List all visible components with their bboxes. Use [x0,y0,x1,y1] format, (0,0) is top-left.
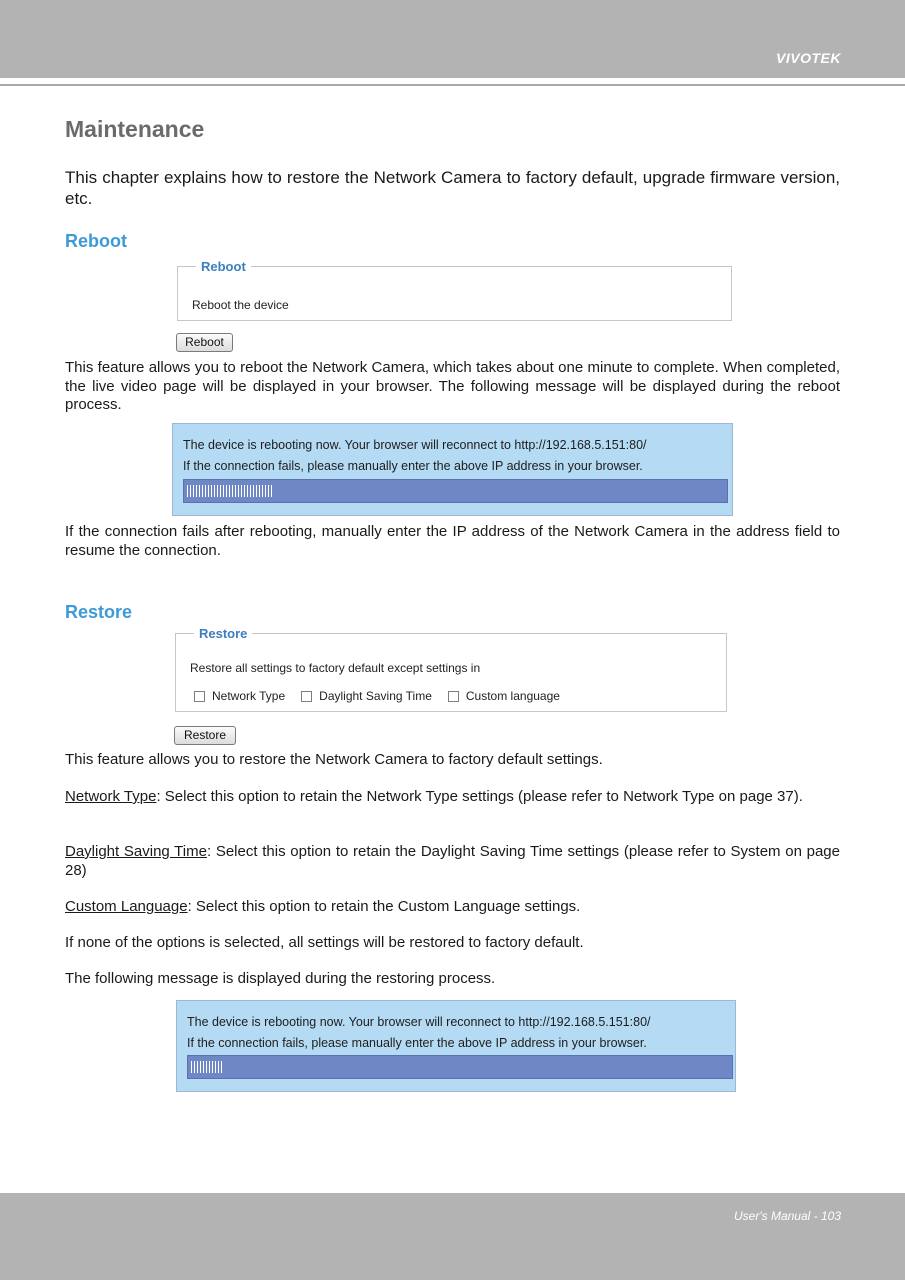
dst-paragraph [65,843,840,880]
network-type-text: : Select this option to retain the Network Type settings (please refer to Network Type on page 37). [156,788,803,805]
restore-panel-text: Restore all settings to factory default except settings in [190,661,481,675]
reboot-panel-text: Reboot the device [192,298,289,312]
network-type-term: Network Type [65,788,157,805]
following-paragraph: The following message is displayed during the restoring process. [65,970,496,987]
option-network-type[interactable] [194,689,285,703]
reboot-message-line2: If the connection fails, please manually enter the above IP address in your browser. [183,459,643,473]
reboot-heading: Reboot [65,231,127,251]
custom-language-text: : Select this option to retain the Custom Language settings. [187,898,581,915]
custom-language-checkbox[interactable] [448,691,459,702]
network-type-label: Network Type [212,689,286,703]
intro-paragraph: This chapter explains how to restore the Network Camera to factory default, upgrade firmware version, etc. [65,168,840,208]
restore-description: This feature allows you to restore the Network Camera to factory default settings. [65,751,603,768]
reboot-message-line1: The device is rebooting now. Your browser will reconnect to http://192.168.5.151:80/ [183,438,647,452]
daylight-saving-time-label: Daylight Saving Time [319,689,432,703]
reboot-panel-legend: Reboot [201,259,246,274]
reboot-description: This feature allows you to reboot the Network Camera, which takes about one minute to complete. When completed, the live video page will be displayed in your browser. The following message will be displayed during the reboot process. [65,359,840,413]
restore-progress-bar [187,1055,733,1079]
brand-logo-text: VIVOTEK [776,50,841,66]
option-custom-language[interactable] [448,689,560,703]
restore-message-line2: If the connection fails, please manually enter the above IP address in your browser. [187,1036,647,1050]
reboot-progress-fill [187,485,273,497]
restore-panel [175,626,727,712]
restore-button[interactable]: Restore [174,726,236,745]
reboot-button[interactable]: Reboot [176,333,233,352]
footer-band [0,1193,905,1280]
restore-message-box [176,1000,736,1092]
custom-language-label: Custom language [465,689,560,703]
none-selected-paragraph: If none of the options is selected, all settings will be restored to factory default. [65,934,584,951]
dst-text: : Select this option to retain the Daylight Saving Time settings (please refer to System on page 28) [65,843,840,879]
reboot-message-box [172,423,733,516]
network-type-paragraph [65,788,840,807]
footer-page-label: User's Manual - 103 [733,1209,841,1223]
header-divider [0,84,905,86]
daylight-saving-time-checkbox[interactable] [301,691,312,702]
custom-language-term: Custom Language [65,898,188,915]
custom-language-paragraph [65,898,840,917]
reboot-progress-bar [183,479,728,503]
restore-heading: Restore [65,602,133,622]
page-title: Maintenance [65,116,205,142]
dst-term: Daylight Saving Time [65,843,207,860]
restore-message-line1: The device is rebooting now. Your browser will reconnect to http://192.168.5.151:80/ [187,1015,651,1029]
network-type-checkbox[interactable] [194,691,205,702]
header-band [0,0,905,78]
restore-panel-legend: Restore [199,626,248,641]
restore-progress-fill [191,1061,223,1073]
restore-options [194,689,576,703]
option-daylight-saving-time[interactable] [301,689,432,703]
reboot-after-text: If the connection fails after rebooting, manually enter the IP address of the Network Camera in the address field to resume the connection. [65,523,840,559]
reboot-panel [177,259,732,321]
